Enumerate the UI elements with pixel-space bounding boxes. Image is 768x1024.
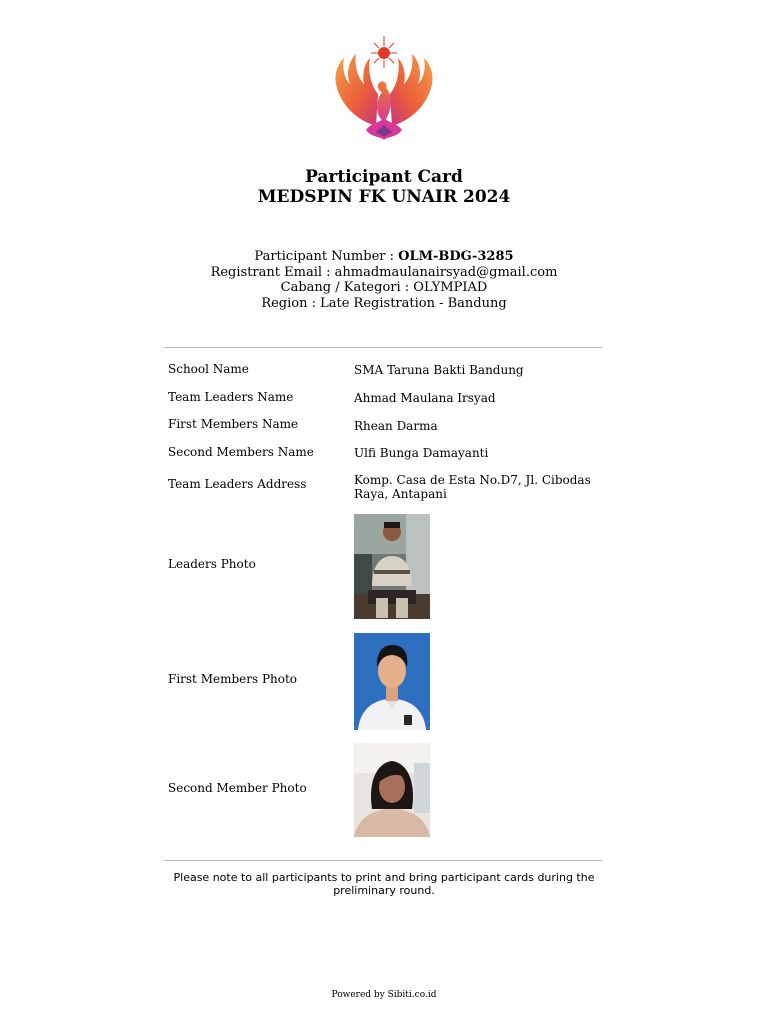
leader-photo-label: Leaders Photo bbox=[168, 557, 256, 571]
region-label: Region : bbox=[261, 295, 321, 311]
leader-photo bbox=[354, 514, 430, 619]
registrant-email-row bbox=[0, 265, 768, 281]
powered-by-footer: Powered by Sibiti.co.id bbox=[331, 990, 437, 1000]
second-member-photo bbox=[354, 743, 430, 837]
registrant-email-value: ahmadmaulanairsyad@gmail.com bbox=[334, 264, 558, 280]
cabang-value: OLYMPIAD bbox=[413, 280, 488, 295]
participant-number-label: Participant Number : bbox=[254, 249, 399, 264]
team-leader-name-value: Ahmad Maulana Irsyad bbox=[354, 391, 496, 405]
participant-info bbox=[0, 249, 768, 311]
card-title: Participant Card bbox=[305, 167, 463, 187]
second-member-photo-label: Second Member Photo bbox=[168, 781, 307, 795]
first-member-name-value: Rhean Darma bbox=[354, 419, 438, 433]
school-name-value: SMA Taruna Bakti Bandung bbox=[354, 363, 524, 377]
first-member-photo-label: First Members Photo bbox=[168, 672, 298, 686]
divider-bottom bbox=[164, 860, 603, 861]
second-member-name-label: Second Members Name bbox=[168, 445, 314, 459]
participant-number-value: OLM-BDG-3285 bbox=[398, 249, 514, 264]
divider-top bbox=[164, 347, 603, 348]
team-leader-name-label: Team Leaders Name bbox=[168, 390, 294, 404]
cabang-label: Cabang / Kategori : bbox=[280, 280, 414, 295]
second-member-name-value: Ulfi Bunga Damayanti bbox=[354, 446, 489, 460]
team-leader-address-value: Komp. Casa de Esta No.D7, Jl. Cibodas Raya, Antapani bbox=[354, 473, 591, 501]
registrant-email-label: Registrant Email : bbox=[210, 264, 335, 280]
school-name-label: School Name bbox=[168, 362, 249, 376]
region-value: Late Registration - Bandung bbox=[320, 295, 507, 311]
participant-note: Please note to all participants to print and bring participant cards during the preliminary round. bbox=[173, 871, 595, 897]
cabang-row bbox=[0, 280, 768, 296]
first-member-name-label: First Members Name bbox=[168, 417, 299, 431]
region-row bbox=[0, 296, 768, 312]
event-title: MEDSPIN FK UNAIR 2024 bbox=[257, 187, 511, 207]
phoenix-logo-icon bbox=[326, 34, 442, 140]
team-leader-address-label: Team Leaders Address bbox=[168, 477, 307, 491]
first-member-photo bbox=[354, 633, 430, 730]
participant-number-row bbox=[0, 249, 768, 265]
